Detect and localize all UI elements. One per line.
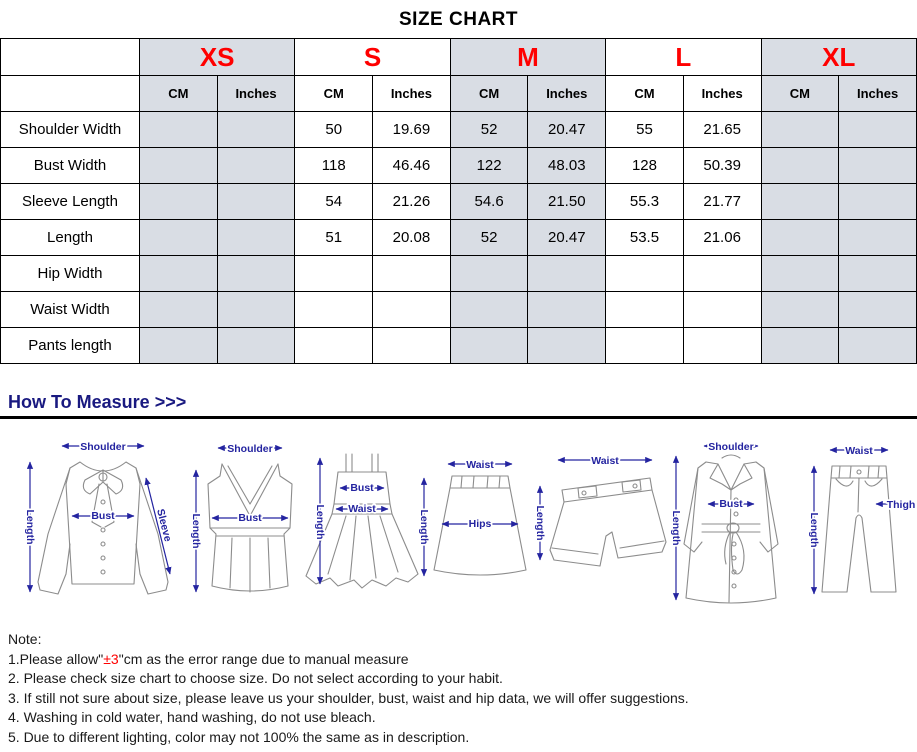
table-cell <box>606 256 684 292</box>
table-cell <box>839 328 917 364</box>
table-cell <box>217 256 295 292</box>
note-line-1 <box>8 650 917 670</box>
coat-length-label: Length <box>670 510 682 546</box>
table-cell <box>839 220 917 256</box>
table-cell <box>140 148 218 184</box>
note-line-4: 4. Washing in cold water, hand washing, do not use bleach. <box>8 709 376 725</box>
table-cell: 55.3 <box>606 184 684 220</box>
table-row <box>1 292 917 328</box>
table-cell: 54 <box>295 184 373 220</box>
table-cell: 54.6 <box>450 184 528 220</box>
pants-length-label: Length <box>808 512 820 548</box>
table-cell <box>839 148 917 184</box>
table-cell: 21.77 <box>683 184 761 220</box>
table-cell <box>217 328 295 364</box>
table-cell <box>606 328 684 364</box>
shorts-waist-label: Waist <box>591 455 619 467</box>
table-cell <box>761 184 839 220</box>
table-cell <box>140 328 218 364</box>
table-cell: 51 <box>295 220 373 256</box>
unit-header: CM <box>295 76 373 112</box>
skirt-figure <box>418 459 526 576</box>
note-line-1-pre: 1.Please allow" <box>8 650 104 667</box>
table-cell <box>295 328 373 364</box>
table-cell <box>528 256 606 292</box>
notes-heading: Note: <box>8 631 42 647</box>
how-to-measure-heading: How To Measure >>> <box>8 392 187 412</box>
dress-waist-label: Waist <box>348 503 376 515</box>
note-line-5: 5. Due to different lighting, color may not 100% the same as in description. <box>8 728 470 745</box>
table-cell: 122 <box>450 148 528 184</box>
table-cell: 19.69 <box>373 112 451 148</box>
table-cell <box>761 148 839 184</box>
row-label: Waist Width <box>1 292 140 328</box>
table-row <box>1 112 917 148</box>
table-cell <box>683 256 761 292</box>
table-cell <box>295 292 373 328</box>
dress-bust-label: Bust <box>350 482 374 494</box>
vest-figure <box>190 443 292 592</box>
row-label: Shoulder Width <box>1 112 140 148</box>
shorts-length-label: Length <box>534 505 546 541</box>
table-cell <box>606 292 684 328</box>
table-cell: 55 <box>606 112 684 148</box>
unit-header: Inches <box>683 76 761 112</box>
size-header-xl: XL <box>761 39 917 76</box>
pants-waist-label: Waist <box>845 445 873 457</box>
blouse-shoulder-label: Shoulder <box>80 441 126 453</box>
dress-figure <box>306 454 418 588</box>
table-cell <box>140 292 218 328</box>
unit-header: Inches <box>373 76 451 112</box>
table-cell: 20.08 <box>373 220 451 256</box>
table-cell <box>217 112 295 148</box>
table-cell <box>140 184 218 220</box>
note-line-2: 2. Please check size chart to choose size. Do not select according to your habit. <box>8 670 503 686</box>
table-cell <box>761 112 839 148</box>
table-cell: 128 <box>606 148 684 184</box>
table-cell: 21.65 <box>683 112 761 148</box>
table-cell: 53.5 <box>606 220 684 256</box>
unit-header: CM <box>450 76 528 112</box>
blouse-length-label: Length <box>24 509 36 545</box>
blouse-sleeve-label: Sleeve <box>154 507 174 543</box>
table-cell <box>217 292 295 328</box>
notes-section <box>8 630 917 747</box>
table-cell <box>217 184 295 220</box>
note-line-1-tolerance: ±3 <box>103 650 119 667</box>
size-chart-table <box>0 38 917 364</box>
dress-length-label: Length <box>314 504 326 540</box>
table-cell <box>839 292 917 328</box>
table-cell <box>528 328 606 364</box>
row-label: Pants length <box>1 328 140 364</box>
table-row <box>1 220 917 256</box>
table-cell <box>450 292 528 328</box>
table-cell <box>140 112 218 148</box>
table-cell: 118 <box>295 148 373 184</box>
table-cell <box>140 220 218 256</box>
table-cell: 46.46 <box>373 148 451 184</box>
unit-header: CM <box>761 76 839 112</box>
table-cell: 48.03 <box>528 148 606 184</box>
table-row <box>1 184 917 220</box>
note-line-1-post: "cm as the error range due to manual measure <box>118 650 409 667</box>
unit-header-row <box>1 76 917 112</box>
measure-diagrams-svg <box>0 424 917 619</box>
table-cell <box>450 256 528 292</box>
table-cell <box>839 112 917 148</box>
table-cell <box>373 256 451 292</box>
table-cell <box>295 256 373 292</box>
table-cell <box>217 220 295 256</box>
size-header-row <box>1 39 917 76</box>
table-cell: 52 <box>450 220 528 256</box>
page-title: SIZE CHART <box>399 9 518 30</box>
corner-cell <box>1 39 140 76</box>
size-header-l: L <box>606 39 761 76</box>
size-header-s: S <box>295 39 450 76</box>
unit-header: Inches <box>217 76 295 112</box>
row-label: Sleeve Length <box>1 184 140 220</box>
table-cell <box>761 220 839 256</box>
table-cell <box>140 256 218 292</box>
table-cell <box>217 148 295 184</box>
skirt-length-label: Length <box>418 509 430 545</box>
table-cell: 21.50 <box>528 184 606 220</box>
pants-thigh-label: Thigh <box>886 499 916 511</box>
coat-shoulder-label: Shoulder <box>708 441 754 453</box>
unit-header: CM <box>606 76 684 112</box>
table-cell <box>761 328 839 364</box>
table-cell <box>373 292 451 328</box>
unit-header: Inches <box>528 76 606 112</box>
table-cell: 21.26 <box>373 184 451 220</box>
table-cell <box>761 256 839 292</box>
blouse-figure <box>24 441 174 594</box>
coat-figure <box>670 441 778 603</box>
shorts-figure <box>534 455 666 566</box>
unit-header: Inches <box>839 76 917 112</box>
blouse-bust-label: Bust <box>91 510 115 522</box>
table-row <box>1 256 917 292</box>
table-cell: 50.39 <box>683 148 761 184</box>
table-cell <box>839 184 917 220</box>
vest-shoulder-label: Shoulder <box>227 443 273 455</box>
unit-header: CM <box>140 76 218 112</box>
table-row <box>1 148 917 184</box>
corner-cell <box>1 76 140 112</box>
row-label: Hip Width <box>1 256 140 292</box>
table-cell <box>683 292 761 328</box>
table-cell <box>839 256 917 292</box>
coat-bust-label: Bust <box>719 498 743 510</box>
row-label: Length <box>1 220 140 256</box>
table-cell <box>528 292 606 328</box>
note-line-3: 3. If still not sure about size, please leave us your shoulder, bust, waist and hip data, we will offer suggestions. <box>8 689 689 706</box>
table-cell <box>761 292 839 328</box>
table-cell: 20.47 <box>528 112 606 148</box>
table-cell: 50 <box>295 112 373 148</box>
table-cell <box>373 328 451 364</box>
table-cell <box>450 328 528 364</box>
vest-length-label: Length <box>190 513 202 549</box>
table-row <box>1 328 917 364</box>
skirt-hips-label: Hips <box>468 518 492 530</box>
size-header-m: M <box>450 39 605 76</box>
table-cell: 20.47 <box>528 220 606 256</box>
pants-figure <box>808 445 915 594</box>
table-cell <box>683 328 761 364</box>
size-header-xs: XS <box>140 39 295 76</box>
table-cell: 52 <box>450 112 528 148</box>
divider-rule <box>0 416 917 419</box>
table-cell: 21.06 <box>683 220 761 256</box>
vest-bust-label: Bust <box>238 512 262 524</box>
row-label: Bust Width <box>1 148 140 184</box>
skirt-waist-label: Waist <box>466 459 494 471</box>
